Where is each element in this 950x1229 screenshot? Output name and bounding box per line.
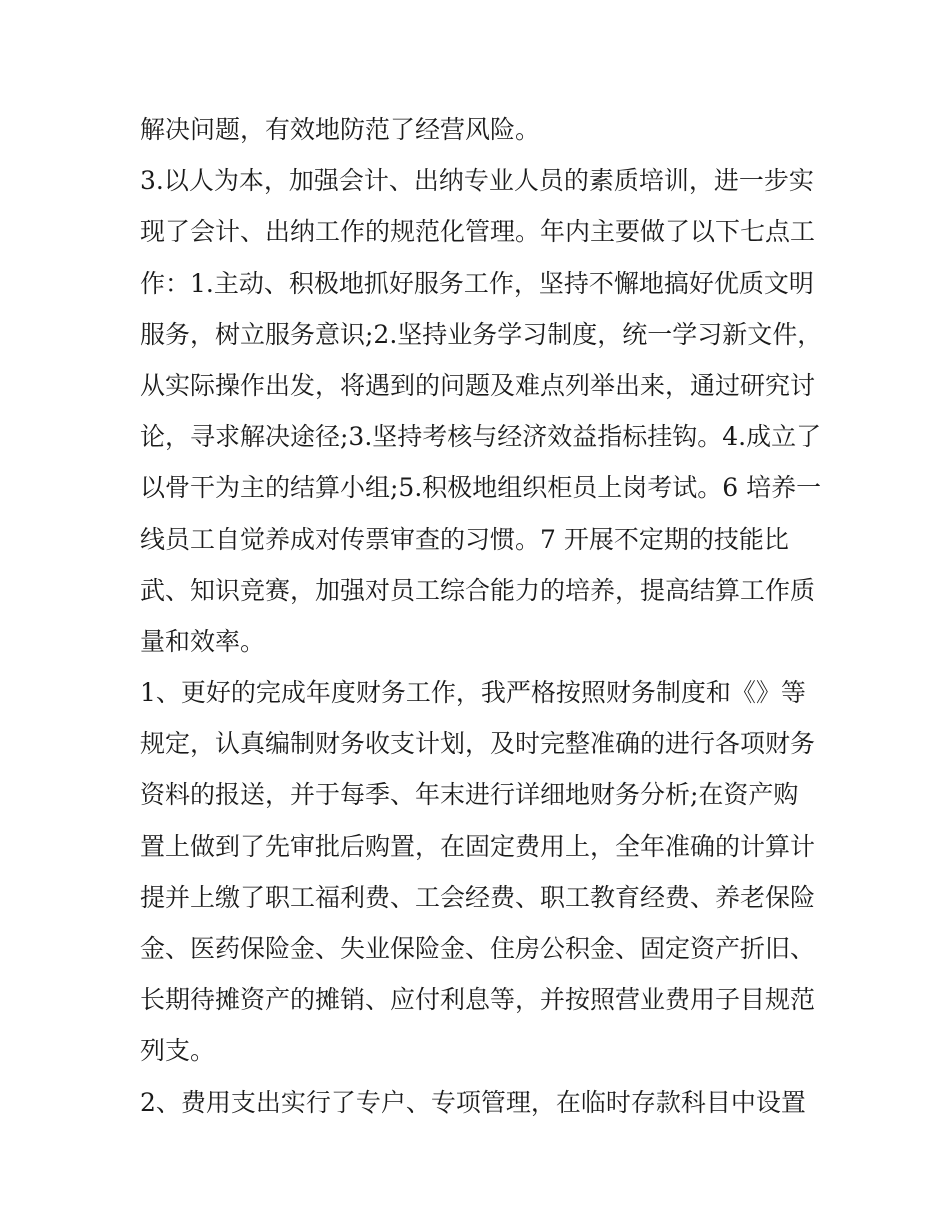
text-line: 以骨干为主的结算小组;5.积极地组织柜员上岗考试。6 培养一 (140, 473, 822, 503)
text-line: 规定，认真编制财务收支计划，及时完整准确的进行各项财务 (140, 729, 816, 759)
text-line: 资料的报送，并于每季、年末进行详细地财务分析;在资产购 (140, 780, 799, 810)
text-line: 线员工自觉养成对传票审查的习惯。7 开展不定期的技能比 (140, 524, 789, 554)
text-line: 3.以人为本，加强会计、出纳专业人员的素质培训，进一步实 (140, 166, 814, 196)
text-line: 2、费用支出实行了专户、专项管理，在临时存款科目中设置 (140, 1087, 806, 1117)
document-body (140, 104, 823, 1128)
text-line: 提并上缴了职工福利费、工会经费、职工教育经费、养老保险 (140, 882, 816, 912)
text-line: 列支。 (140, 1036, 216, 1066)
text-line: 解决问题，有效地防范了经营风险。 (140, 115, 541, 144)
text-line: 量和效率。 (140, 626, 266, 656)
text-line: 长期待摊资产的摊销、应付利息等，并按照营业费用子目规范 (140, 985, 816, 1015)
text-line: 作：1.主动、积极地抓好服务工作，坚持不懈地搞好优质文明 (140, 268, 814, 298)
text-line: 现了会计、出纳工作的规范化管理。年内主要做了以下七点工 (140, 217, 816, 247)
text-line: 金、医药保险金、失业保险金、住房公积金、固定资产折旧、 (140, 934, 816, 963)
text-line: 服务，树立服务意识;2.坚持业务学习制度，统一学习新文件， (140, 319, 823, 349)
text-line: 1、更好的完成年度财务工作，我严格按照财务制度和《》等 (140, 678, 806, 708)
text-line: 武、知识竞赛，加强对员工综合能力的培养，提高结算工作质 (140, 575, 816, 605)
text-line: 从实际操作出发，将遇到的问题及难点列举出来，通过研究讨 (140, 370, 816, 400)
text-line: 置上做到了先审批后购置，在固定费用上，全年准确的计算计 (140, 831, 816, 861)
text-line: 论，寻求解决途径;3.坚持考核与经济效益指标挂钩。4.成立了 (140, 422, 822, 452)
